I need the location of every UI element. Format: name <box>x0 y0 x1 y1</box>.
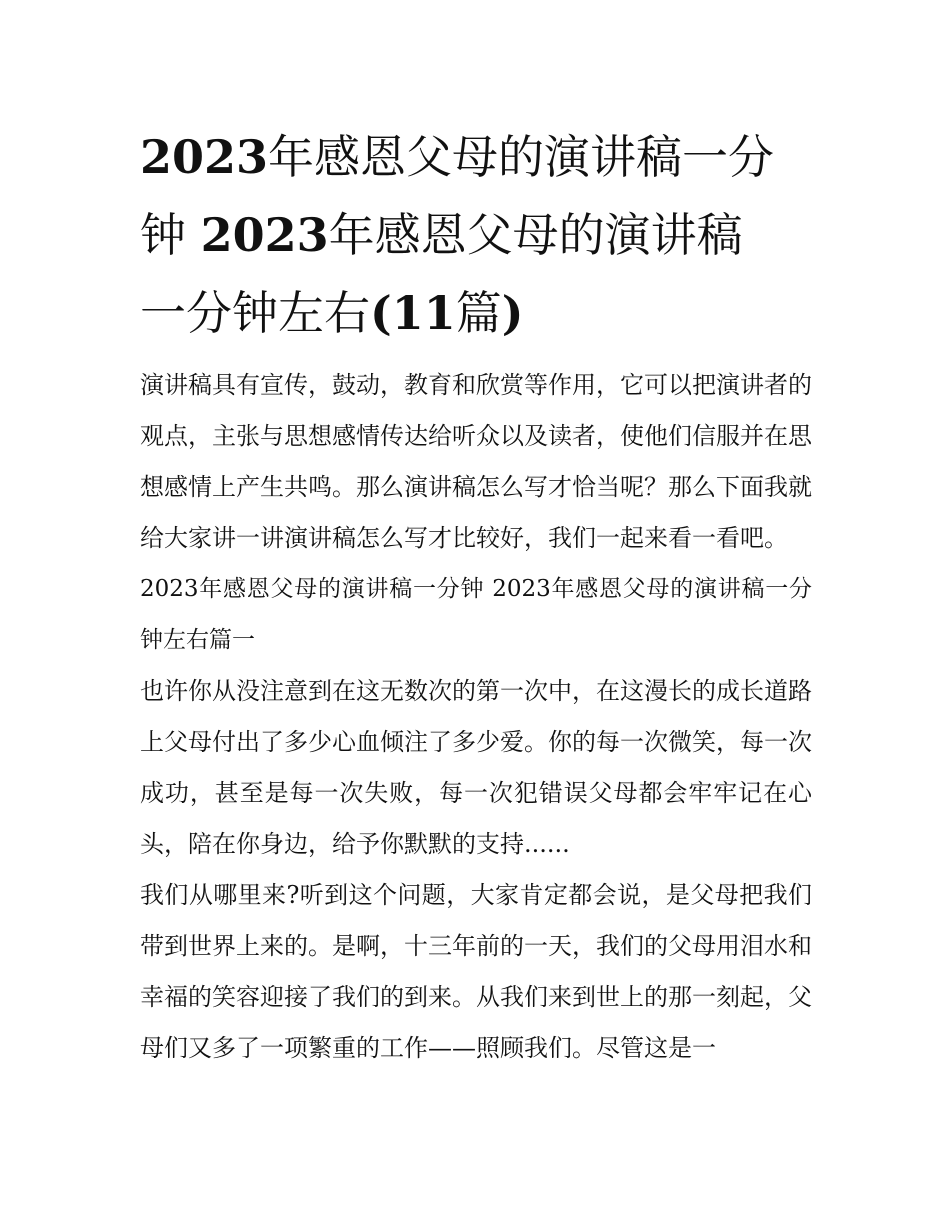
document-page <box>140 118 812 1074</box>
section-heading: 2023年感恩父母的演讲稿一分钟 2023年感恩父母的演讲稿一分钟左右篇一 <box>140 576 812 653</box>
document-title: 2023年感恩父母的演讲稿一分 钟 2023年感恩父母的演讲稿 一分钟左右(11篇) <box>140 130 775 340</box>
body-paragraph-1: 也许你从没注意到在这无数次的第一次中，在这漫长的成长道路上父母付出了多少心血倾注了多少爱。你的每一次微笑，每一次成功，甚至是每一次失败，每一次犯错误父母都会牢牢记在心头，陪在你身边，给予你默默的支持...... <box>140 677 812 858</box>
intro-paragraph: 演讲稿具有宣传，鼓动，教育和欣赏等作用，它可以把演讲者的观点，主张与思想感情传达给听众以及读者，使他们信服并在思想感情上产生共鸣。那么演讲稿怎么写才恰当呢？那么下面我就给大家讲一讲演讲稿怎么写才比较好，我们一起来看一看吧。 <box>140 371 812 552</box>
body-paragraph-2: 我们从哪里来?听到这个问题，大家肯定都会说，是父母把我们带到世界上来的。是啊，十三年前的一天，我们的父母用泪水和幸福的笑容迎接了我们的到来。从我们来到世上的那一刻起，父母们又多了一项繁重的工作——照顾我们。尽管这是一 <box>140 881 812 1062</box>
